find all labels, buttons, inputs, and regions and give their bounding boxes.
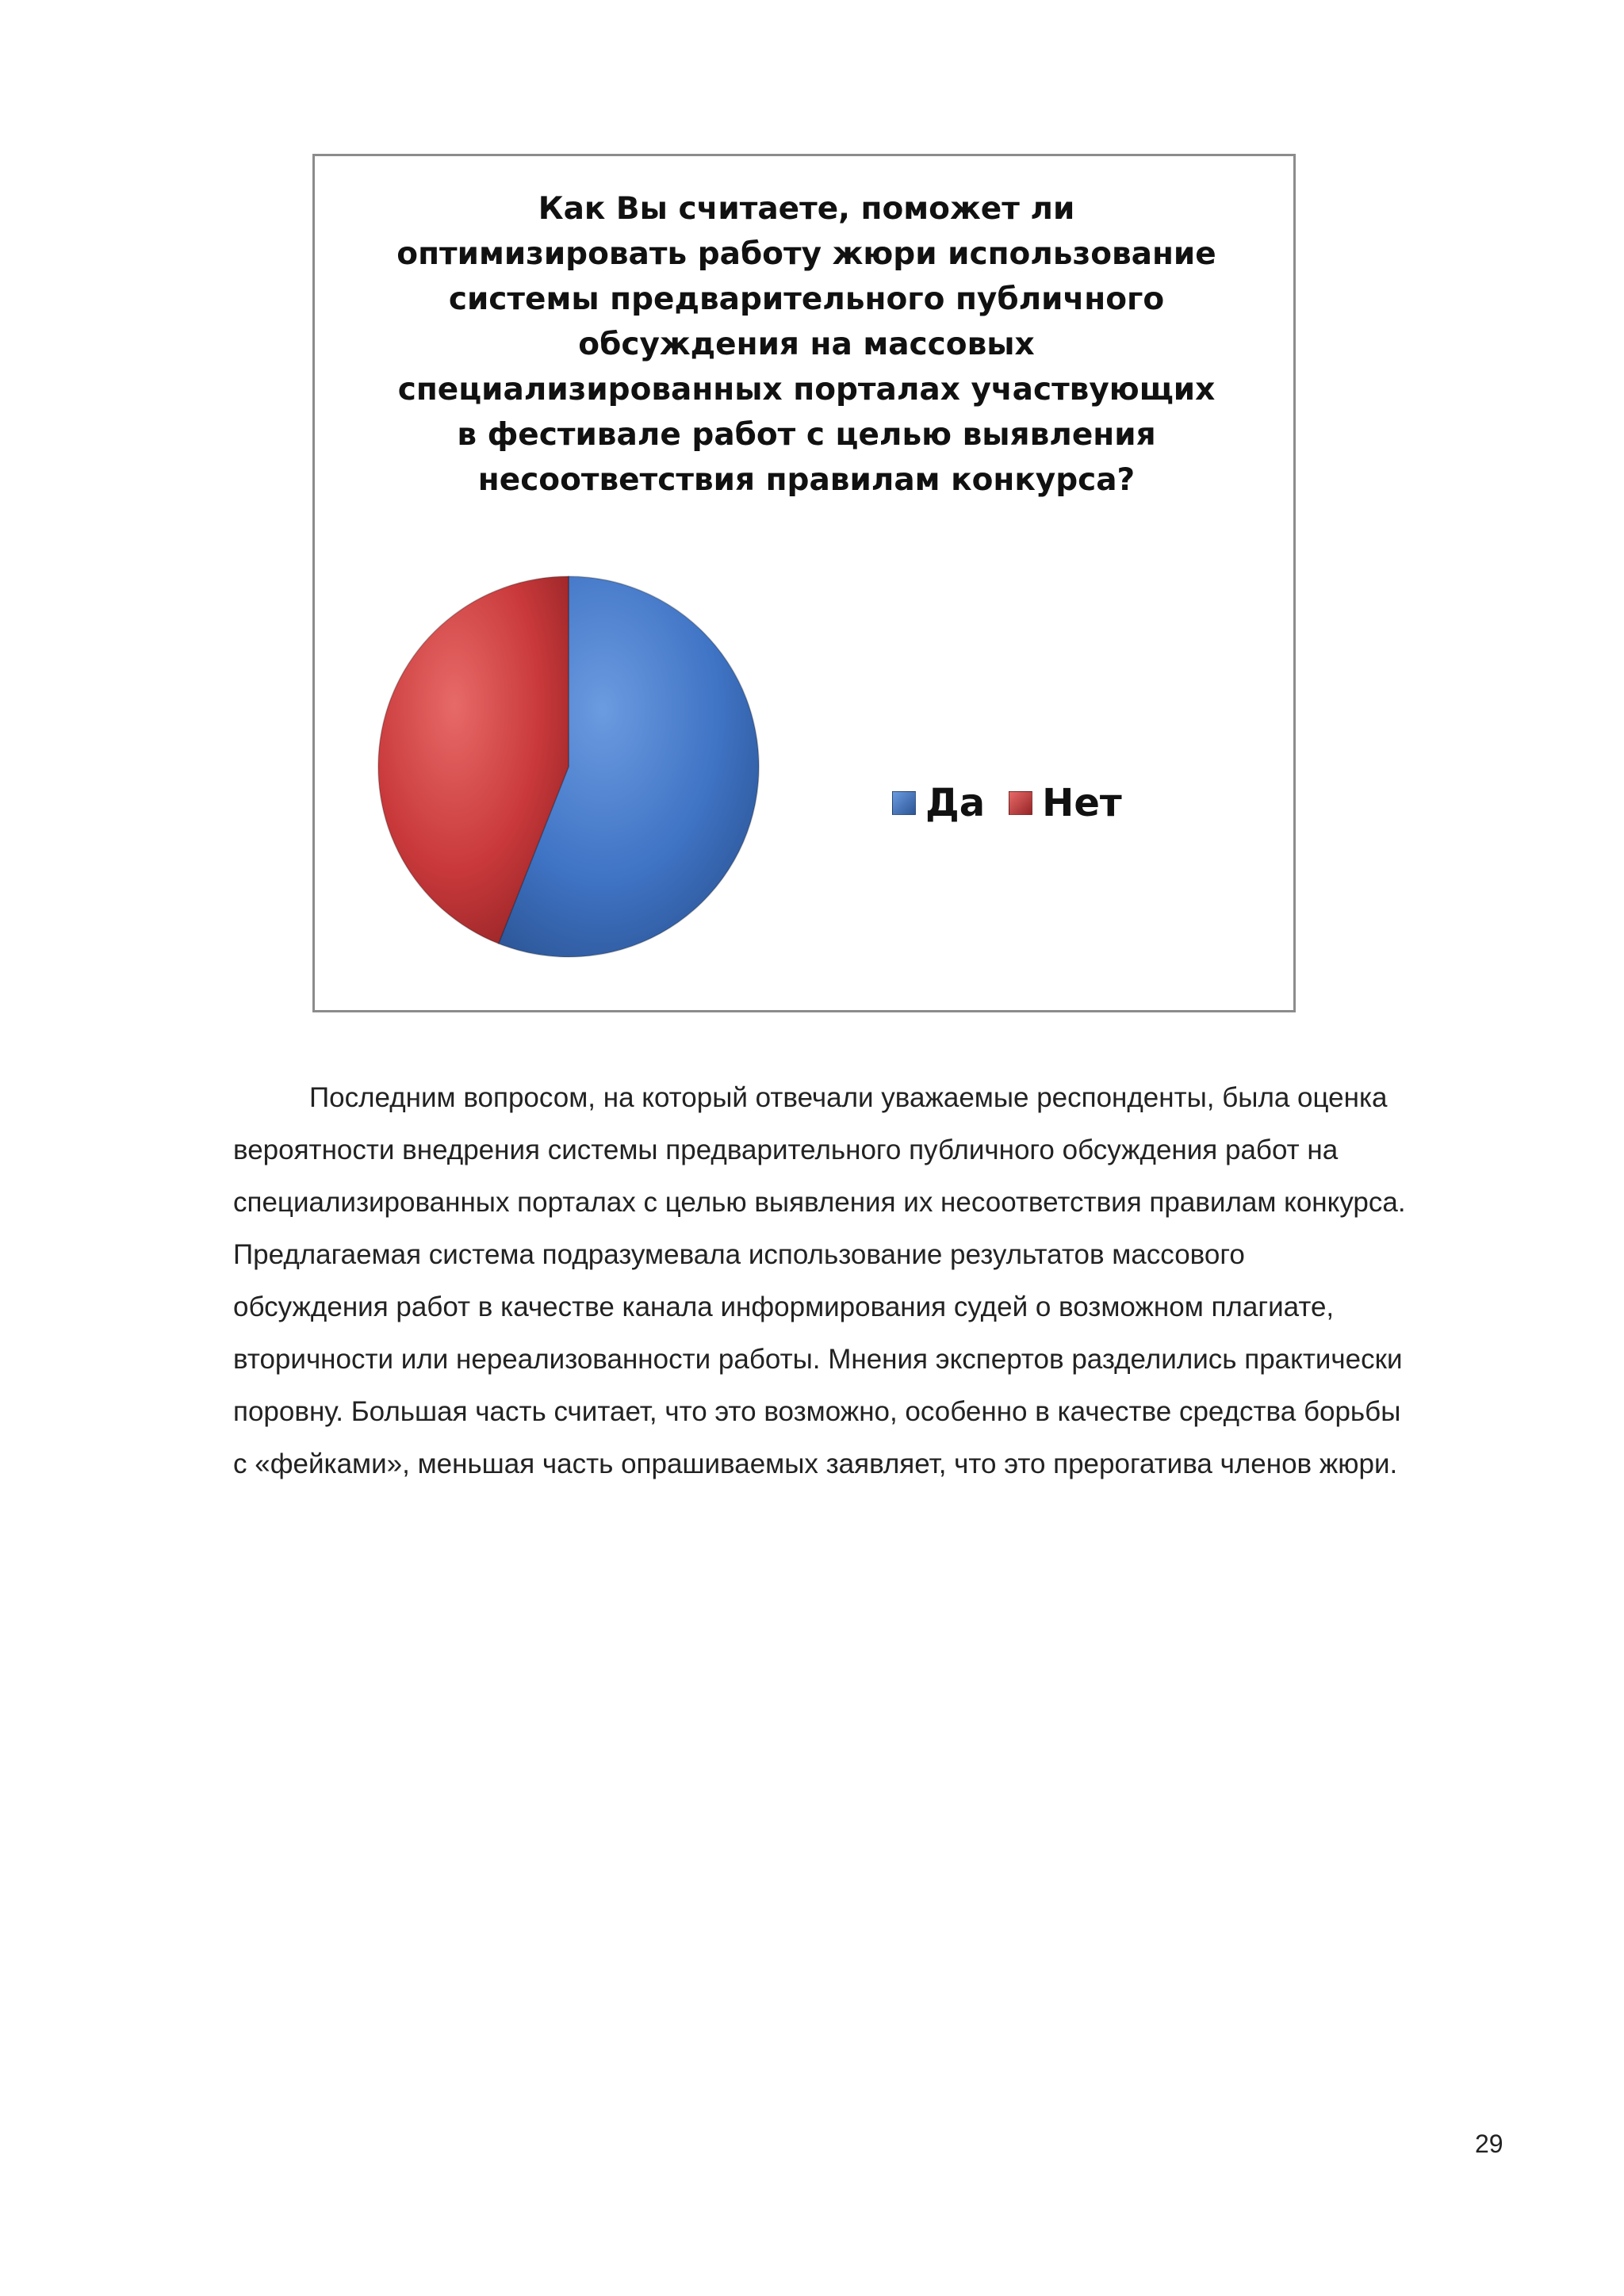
legend-swatch-yes (892, 791, 916, 815)
paragraph-line: обсуждения работ в качестве канала информирования судей о возможном плагиате, (233, 1292, 1335, 1322)
paragraph-line: поровну. Большая часть считает, что это возможно, особенно в качестве средства борьбы (233, 1396, 1401, 1427)
paragraph-line: Последним вопросом, на который отвечали уважаемые респонденты, была оценка (309, 1082, 1388, 1113)
paragraph-line: специализированных порталах с целью выявления их несоответствия правилам конкурса. (233, 1187, 1406, 1218)
legend-label-yes: Да (925, 781, 986, 825)
chart-title-line: специализированных порталах участвующих (397, 372, 1216, 408)
chart-title-line: Как Вы считаете, поможет ли (538, 191, 1075, 227)
chart-title (370, 186, 1243, 503)
chart-title-line: обсуждения на массовых (578, 327, 1035, 362)
chart-title-line: системы предварительного публичного (448, 281, 1165, 317)
paragraph-line: вероятности внедрения системы предварительного публичного обсуждения работ на (233, 1135, 1339, 1165)
legend-label-no: Нет (1042, 781, 1122, 825)
paragraph-line: с «фейками», меньшая часть опрашиваемых заявляет, что это прерогатива членов жюри. (233, 1448, 1398, 1479)
chart-title-line: оптимизировать работу жюри использование (396, 236, 1216, 272)
body-paragraph (233, 1072, 1518, 1490)
chart-legend (892, 781, 1146, 825)
chart-title-line: в фестивале работ с целью выявления (457, 417, 1156, 453)
legend-item-no (1009, 781, 1122, 825)
legend-swatch-no (1009, 791, 1032, 815)
pie-chart (370, 568, 767, 965)
chart-title-line: несоответствия правилам конкурса? (477, 462, 1136, 498)
paragraph-line: вторичности или нереализованности работы. Мнения экспертов разделились практически (233, 1344, 1403, 1375)
paragraph-line: Предлагаемая система подразумевала использование результатов массового (233, 1239, 1245, 1270)
page-number: 29 (1475, 2130, 1503, 2158)
legend-item-yes (892, 781, 985, 825)
pie-chart-frame (312, 154, 1296, 1012)
